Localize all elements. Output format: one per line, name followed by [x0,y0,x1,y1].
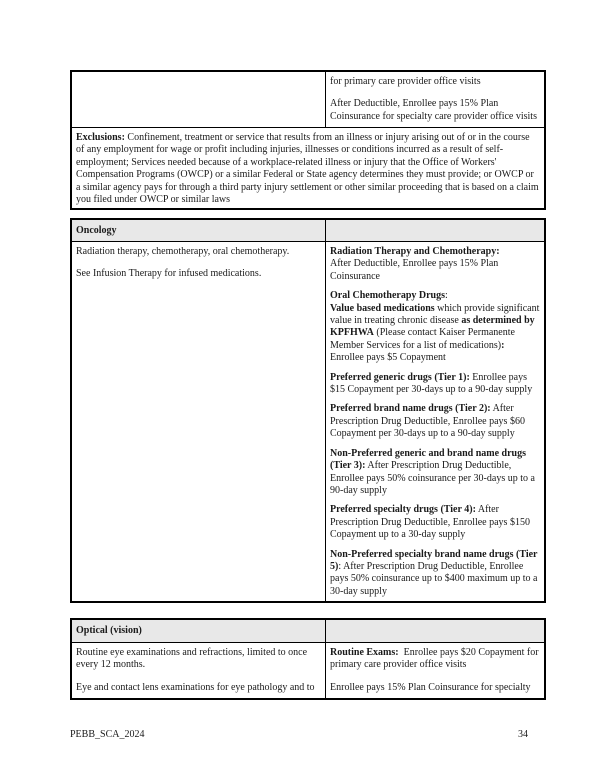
cost-text: Routine Exams: Enrollee pays $20 Copayment for primary care provider office visits [330,647,542,671]
cost-text: After Deductible, Enrollee pays 15% Plan Coinsurance for specialty care provider office visits [330,98,537,122]
cost-text: for primary care provider office visits [330,76,481,87]
cost-text: Preferred brand name drugs (Tier 2): After Prescription Drug Deductible, Enrollee pays $60 Copayment per 30-days up to a 90-day supply [330,403,528,440]
benefit-description-cell [72,643,326,698]
document-body [70,70,546,700]
cost-text: Preferred generic drugs (Tier 1): Enrollee pays $15 Copayment per 30-days up to a 90-day supply [330,371,533,396]
oncology-body-row [72,242,544,601]
page-footer [70,729,528,741]
benefit-description-cell [72,242,326,601]
optical-body-row [72,643,544,698]
optical-header-cell [72,620,326,642]
oncology-header-cost-cell [326,220,544,241]
oncology-table [70,218,546,603]
exclusions-text: Exclusions: Confinement, treatment or service that results from an illness or injury arising out of or in the course of any employment for wage or profit including injuries, illnesses or conditions incurred as a result of self-employment; Services needed because of a workplace-related illness or injury that the Office of Workers' Compensation Programs (OWCP) or a similar Federal or State agency determines they must provide; or OWCP or a similar agency pays for through a third party injury settlement or other similar proceeding that is based on a claim you filed under OWCP or similar laws [76,132,542,206]
benefit-cost-cell [326,242,544,601]
cost-text: Preferred specialty drugs (Tier 4): After Prescription Drug Deductible, Enrollee pays $150 Copayment up to a 30-day supply [330,504,533,541]
benefits-table-continuation [70,70,546,210]
footer-doc-id: PEBB_SCA_2024 [70,729,145,740]
section-title: Optical (vision) [76,625,142,636]
oncology-header-cell [72,220,326,241]
cost-text: Non-Preferred generic and brand name drugs (Tier 3): After Prescription Drug Deductible, Enrollee pays 50% coinsurance per 30-days up to a 90-day supply [330,447,538,496]
benefit-text: See Infusion Therapy for infused medications. [76,268,262,280]
optical-header-row [72,620,544,643]
exclusions-row [72,128,544,208]
oncology-header-row [72,220,544,242]
benefit-cost-cell [326,72,544,127]
benefit-text: Eye and contact lens examinations for eye pathology and to [76,681,315,693]
footer-page-number: 34 [518,729,528,740]
table-row [72,72,544,128]
cost-text: Radiation Therapy and Chemotherapy: After Deductible, Enrollee pays 15% Plan Coinsurance [330,246,501,282]
optical-header-cost-cell [326,620,544,642]
optical-table [70,618,546,700]
benefit-text: Radiation therapy, chemotherapy, oral chemotherapy. [76,246,290,257]
section-title: Oncology [76,225,117,236]
cost-text: Non-Preferred specialty brand name drugs (Tier 5): After Prescription Drug Deductible, Enrollee pays 50% coinsurance up to $400 maximum up to a 30-day supply [330,548,540,597]
benefit-description-cell [72,72,326,127]
benefit-text: Routine eye examinations and refractions, limited to once every 12 months. [76,647,310,671]
cost-text: Enrollee pays 15% Plan Coinsurance for specialty [330,681,531,693]
benefit-cost-cell [326,643,544,698]
cost-text: Oral Chemotherapy Drugs: Value based medications which provide significant value in treating chronic disease as determined by KPFHWA (Please contact Kaiser Permanente Member Services for a list of medications): Enrollee pays $5 Copayment [330,290,542,364]
exclusions-cell [72,128,544,208]
